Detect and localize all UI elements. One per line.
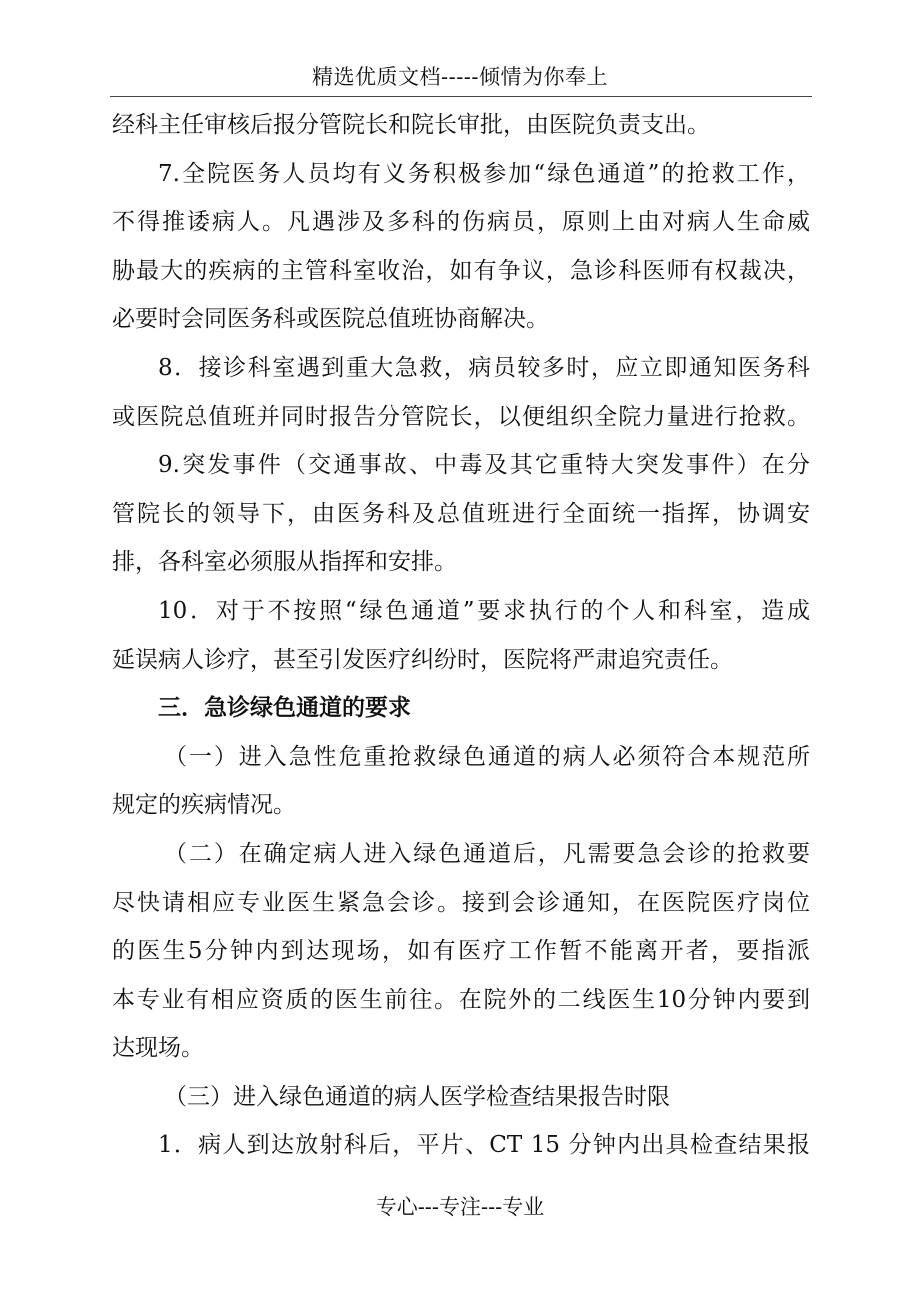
paragraph-item-8-start: 8．接诊科室遇到重大急救，病员较多时，应立即通知医务科 [158,354,810,381]
document-body [112,101,810,1170]
paragraph-item-1-start: 1．病人到达放射科后，平片、CT 15 分钟内出具检查结果报 [158,1132,810,1159]
text-line: 不得推诿病人。凡遇涉及多科的伤病员，原则上由对病人生命威 [112,209,810,236]
page-header: 精选优质文档-----倾情为你奉上 [312,65,608,89]
text-line: 延误病人诊疗，甚至引发医疗纠纷时，医院将严肃追究责任。 [112,646,733,673]
text-line: 的医生5分钟内到达现场，如有医疗工作暂不能离开者，要指派 [112,938,810,965]
text-line: 排，各科室必须服从指挥和安排。 [112,549,457,576]
paragraph-item-10-start: 10．对于不按照“绿色通道”要求执行的个人和科室，造成 [158,597,810,624]
paragraph-sub-3-start: （三）进入绿色通道的病人医学检查结果报告时限 [164,1083,670,1110]
text-line: 规定的疾病情况。 [112,792,296,819]
paragraph-item-9-start: 9.突发事件（交通事故、中毒及其它重特大突发事件）在分 [158,452,810,479]
text-line: 胁最大的疾病的主管科室收治，如有争议，急诊科医师有权裁决， [112,257,810,284]
text-line: 本专业有相应资质的医生前往。在院外的二线医生10分钟内要到 [112,986,810,1013]
paragraph-sub-2-start: （二）在确定病人进入绿色通道后，凡需要急会诊的抢救要 [164,840,810,867]
page-footer: 专心---专注---专业 [375,1195,545,1219]
text-line: 达现场。 [112,1035,204,1062]
paragraph-item-7-start: 7.全院医务人员均有义务积极参加“绿色通道”的抢救工作， [158,160,810,187]
text-line: 或医院总值班并同时报告分管院长，以便组织全院力量进行抢救。 [112,403,810,430]
header-divider [110,96,812,97]
paragraph-sub-1-start: （一）进入急性危重抢救绿色通道的病人必须符合本规范所 [164,743,810,770]
section-heading-3: 三．急诊绿色通道的要求 [158,695,411,722]
text-line: 尽快请相应专业医生紧急会诊。接到会诊通知，在医院医疗岗位 [112,889,810,916]
text-line: 必要时会同医务科或医院总值班协商解决。 [112,306,549,333]
text-line: 管院长的领导下，由医务科及总值班进行全面统一指挥，协调安 [112,500,810,527]
text-line: 经科主任审核后报分管院长和院长审批，由医院负责支出。 [112,112,710,138]
